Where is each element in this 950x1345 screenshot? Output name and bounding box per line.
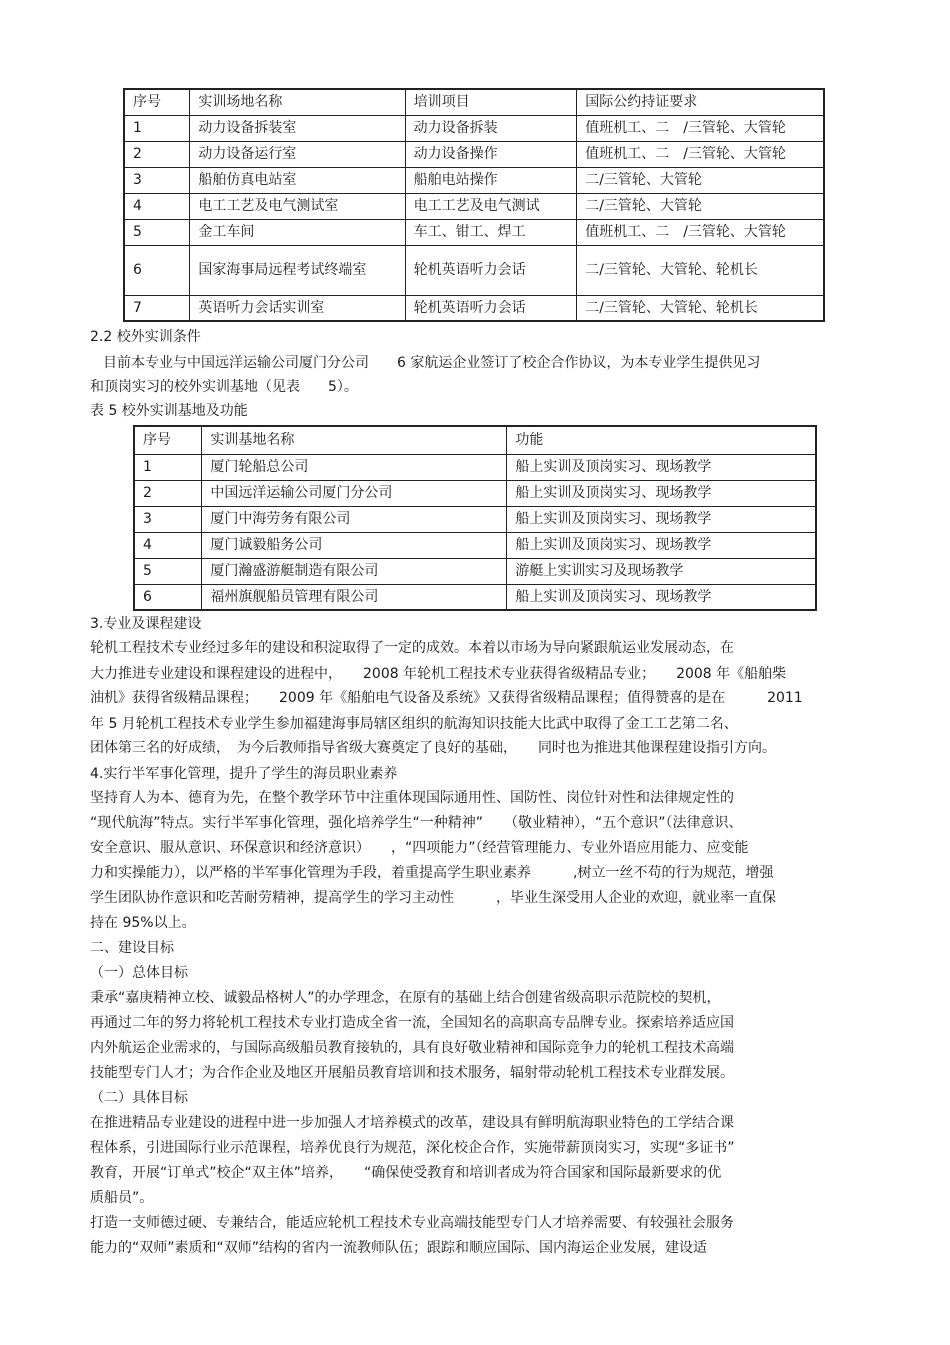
paragraph-line: 坚持育人为本、德育为先，在整个教学环节中注重体现国际通用性、国防性、岗位针对性和法律规定性的: [90, 790, 734, 806]
table-cell: 4: [124, 193, 190, 219]
paragraph-line: 团体第三名的好成绩， 为今后教师指导省级大赛奠定了良好的基础， 同时也为推进其他课程建设指引方向。: [90, 740, 776, 756]
table-cell: 1: [134, 454, 202, 480]
paragraph-line: 技能型专门人才；为合作企业及地区开展船员教育培训和技术服务，辐射带动轮机工程技术专业群发展。: [90, 1065, 734, 1081]
paragraph-line: 打造一支师德过硬、专兼结合，能适应轮机工程技术专业高端技能型专门人才培养需要、有较强社会服务: [90, 1215, 734, 1231]
table-row: [134, 584, 816, 610]
section-heading: 4.实行半军事化管理，提升了学生的海员职业素养: [90, 766, 398, 782]
table-cell: 动力设备拆装室: [190, 115, 405, 141]
table-cell: 船舶仿真电站室: [190, 167, 405, 193]
header-cell: 培训项目: [405, 89, 577, 115]
table-cell: 电工工艺及电气测试: [405, 193, 577, 219]
header-cell: 国际公约持证要求: [577, 89, 824, 115]
table-row: [134, 506, 816, 532]
paragraph-line: 轮机工程技术专业经过多年的建设和积淀取得了一定的成效。本着以市场为导向紧跟航运业发展动态，在: [90, 640, 734, 656]
table-cell: 国家海事局远程考试终端室: [190, 245, 405, 295]
table-cell: 中国远洋运输公司厦门分公司: [202, 480, 507, 506]
table-cell: 4: [134, 532, 202, 558]
table-cell: 3: [134, 506, 202, 532]
header-cell: 序号: [124, 89, 190, 115]
table-cell: 2: [134, 480, 202, 506]
paragraph-line: 质船员”。: [90, 1190, 154, 1206]
section-heading: 2.2 校外实训条件: [90, 329, 201, 345]
table-cell: 动力设备拆装: [405, 115, 577, 141]
table-cell: 厦门轮船总公司: [202, 454, 507, 480]
section-heading: 二、建设目标: [90, 940, 174, 956]
paragraph-line: 目前本专业与中国远洋运输公司厦门分公司 6 家航运企业签订了校企合作协议，为本专业学生提供见习: [103, 355, 761, 371]
table-cell: 值班机工、二 /三管轮、大管轮: [577, 219, 824, 245]
paragraph-line: 能力的“双师”素质和“双师”结构的省内一流教师队伍；跟踪和顺应国际、国内海运企业发展，建设适: [90, 1240, 708, 1256]
table-row: [124, 141, 824, 167]
table-cell: 轮机英语听力会话: [405, 295, 577, 321]
table-cell: 2: [124, 141, 190, 167]
table-cell: 金工车间: [190, 219, 405, 245]
header-cell: 序号: [134, 426, 202, 454]
table-row: [124, 167, 824, 193]
paragraph-line: 油机》获得省级精品课程； 2009 年《船舶电气设备及系统》又获得省级精品课程；值得赞喜的是在 2011: [90, 690, 803, 706]
paragraph-line: 安全意识、服从意识、环保意识和经济意识） ，“四项能力”（经营管理能力、专业外语应用能力、应变能: [90, 840, 749, 856]
table-cell: 1: [124, 115, 190, 141]
table-cell: 游艇上实训实习及现场教学: [507, 558, 816, 584]
table-cell: 7: [124, 295, 190, 321]
table-row: [134, 558, 816, 584]
subsection-heading: （二）具体目标: [90, 1090, 188, 1106]
paragraph-line: 大力推进专业建设和课程建设的进程中， 2008 年轮机工程技术专业获得省级精品专业； 2008 年《船舶柴: [90, 666, 787, 682]
table-cell: 福州旗舰船员管理有限公司: [202, 584, 507, 610]
table-cell: 车工、钳工、焊工: [405, 219, 577, 245]
table-cell: 动力设备操作: [405, 141, 577, 167]
header-cell: 实训场地名称: [190, 89, 405, 115]
paragraph-line: 和顶岗实习的校外实训基地（见表 5）。: [90, 379, 358, 395]
table-cell: 英语听力会话实训室: [190, 295, 405, 321]
table-row: [124, 219, 824, 245]
table-cell: 厦门中海劳务有限公司: [202, 506, 507, 532]
table-cell: 船上实训及顶岗实习、现场教学: [507, 480, 816, 506]
table-cell: 值班机工、二 /三管轮、大管轮: [577, 115, 824, 141]
header-cell: 实训基地名称: [202, 426, 507, 454]
paragraph-line: 内外航运企业需求的，与国际高级船员教育接轨的，具有良好敬业精神和国际竞争力的轮机工程技术高端: [90, 1040, 734, 1056]
table-cell: 6: [124, 245, 190, 295]
paragraph-line: 再通过二年的努力将轮机工程技术专业打造成全省一流，全国知名的高职高专品牌专业。探索培养适应国: [90, 1015, 734, 1031]
table-cell: 二/三管轮、大管轮: [577, 167, 824, 193]
table-cell: 厦门瀚盛游艇制造有限公司: [202, 558, 507, 584]
table-cell: 船上实训及顶岗实习、现场教学: [507, 506, 816, 532]
table-cell: 二/三管轮、大管轮: [577, 193, 824, 219]
table-cell: 5: [124, 219, 190, 245]
section-heading: 3.专业及课程建设: [90, 616, 202, 632]
table-row: [134, 532, 816, 558]
table-cell: 厦门诚毅船务公司: [202, 532, 507, 558]
paragraph-line: 学生团队协作意识和吃苦耐劳精神，提高学生的学习主动性 ，毕业生深受用人企业的欢迎，就业率一直保: [90, 890, 776, 906]
table-cell: 轮机英语听力会话: [405, 245, 577, 295]
table-row: [124, 245, 824, 295]
table-cell: 船上实训及顶岗实习、现场教学: [507, 532, 816, 558]
table-cell: 值班机工、二 /三管轮、大管轮: [577, 141, 824, 167]
paragraph-line: 教育，开展“订单式”校企“双主体”培养， “确保使受教育和培训者成为符合国家和国际最新要求的优: [90, 1165, 722, 1181]
table-row: [134, 480, 816, 506]
header-cell: 功能: [507, 426, 816, 454]
paragraph-line: 年 5 月轮机工程技术专业学生参加福建海事局辖区组织的航海知识技能大比武中取得了金工工艺第二名、: [90, 716, 738, 732]
subsection-heading: （一）总体目标: [90, 965, 188, 981]
external-bases-table: [133, 425, 817, 611]
paragraph-line: 力和实操能力），以严格的半军事化管理为手段，着重提高学生职业素养 ,树立一丝不苟的行为规范，增强: [90, 865, 774, 881]
paragraph-line: 秉承“嘉庚精神立校、诚毅品格树人”的办学理念，在原有的基础上结合创建省级高职示范院校的契机，: [90, 990, 721, 1006]
paragraph-line: 持在 95%以上。: [90, 915, 196, 931]
table-cell: 3: [124, 167, 190, 193]
paragraph-line: “现代航海”特点。实行半军事化管理，强化培养学生“一种精神” （敬业精神），“五个意识”（法律意识、: [90, 815, 743, 831]
table-cell: 船上实训及顶岗实习、现场教学: [507, 454, 816, 480]
table-header-row: [124, 89, 824, 115]
table-cell: 船上实训及顶岗实习、现场教学: [507, 584, 816, 610]
table-cell: 动力设备运行室: [190, 141, 405, 167]
training-facilities-table: [123, 88, 825, 322]
table-cell: 6: [134, 584, 202, 610]
table-row: [124, 295, 824, 321]
paragraph-line: 在推进精品专业建设的进程中进一步加强人才培养模式的改革，建设具有鲜明航海职业特色的工学结合课: [90, 1115, 734, 1131]
table-caption: 表 5 校外实训基地及功能: [90, 403, 248, 419]
table-row: [124, 115, 824, 141]
table-cell: 电工工艺及电气测试室: [190, 193, 405, 219]
table-cell: 二/三管轮、大管轮、轮机长: [577, 295, 824, 321]
table-cell: 二/三管轮、大管轮、轮机长: [577, 245, 824, 295]
table-cell: 5: [134, 558, 202, 584]
table-row: [134, 454, 816, 480]
table-cell: 船舶电站操作: [405, 167, 577, 193]
table-row: [124, 193, 824, 219]
paragraph-line: 程体系，引进国际行业示范课程，培养优良行为规范，深化校企合作，实施带薪顶岗实习，实现“多证书”: [90, 1140, 735, 1156]
table-header-row: [134, 426, 816, 454]
